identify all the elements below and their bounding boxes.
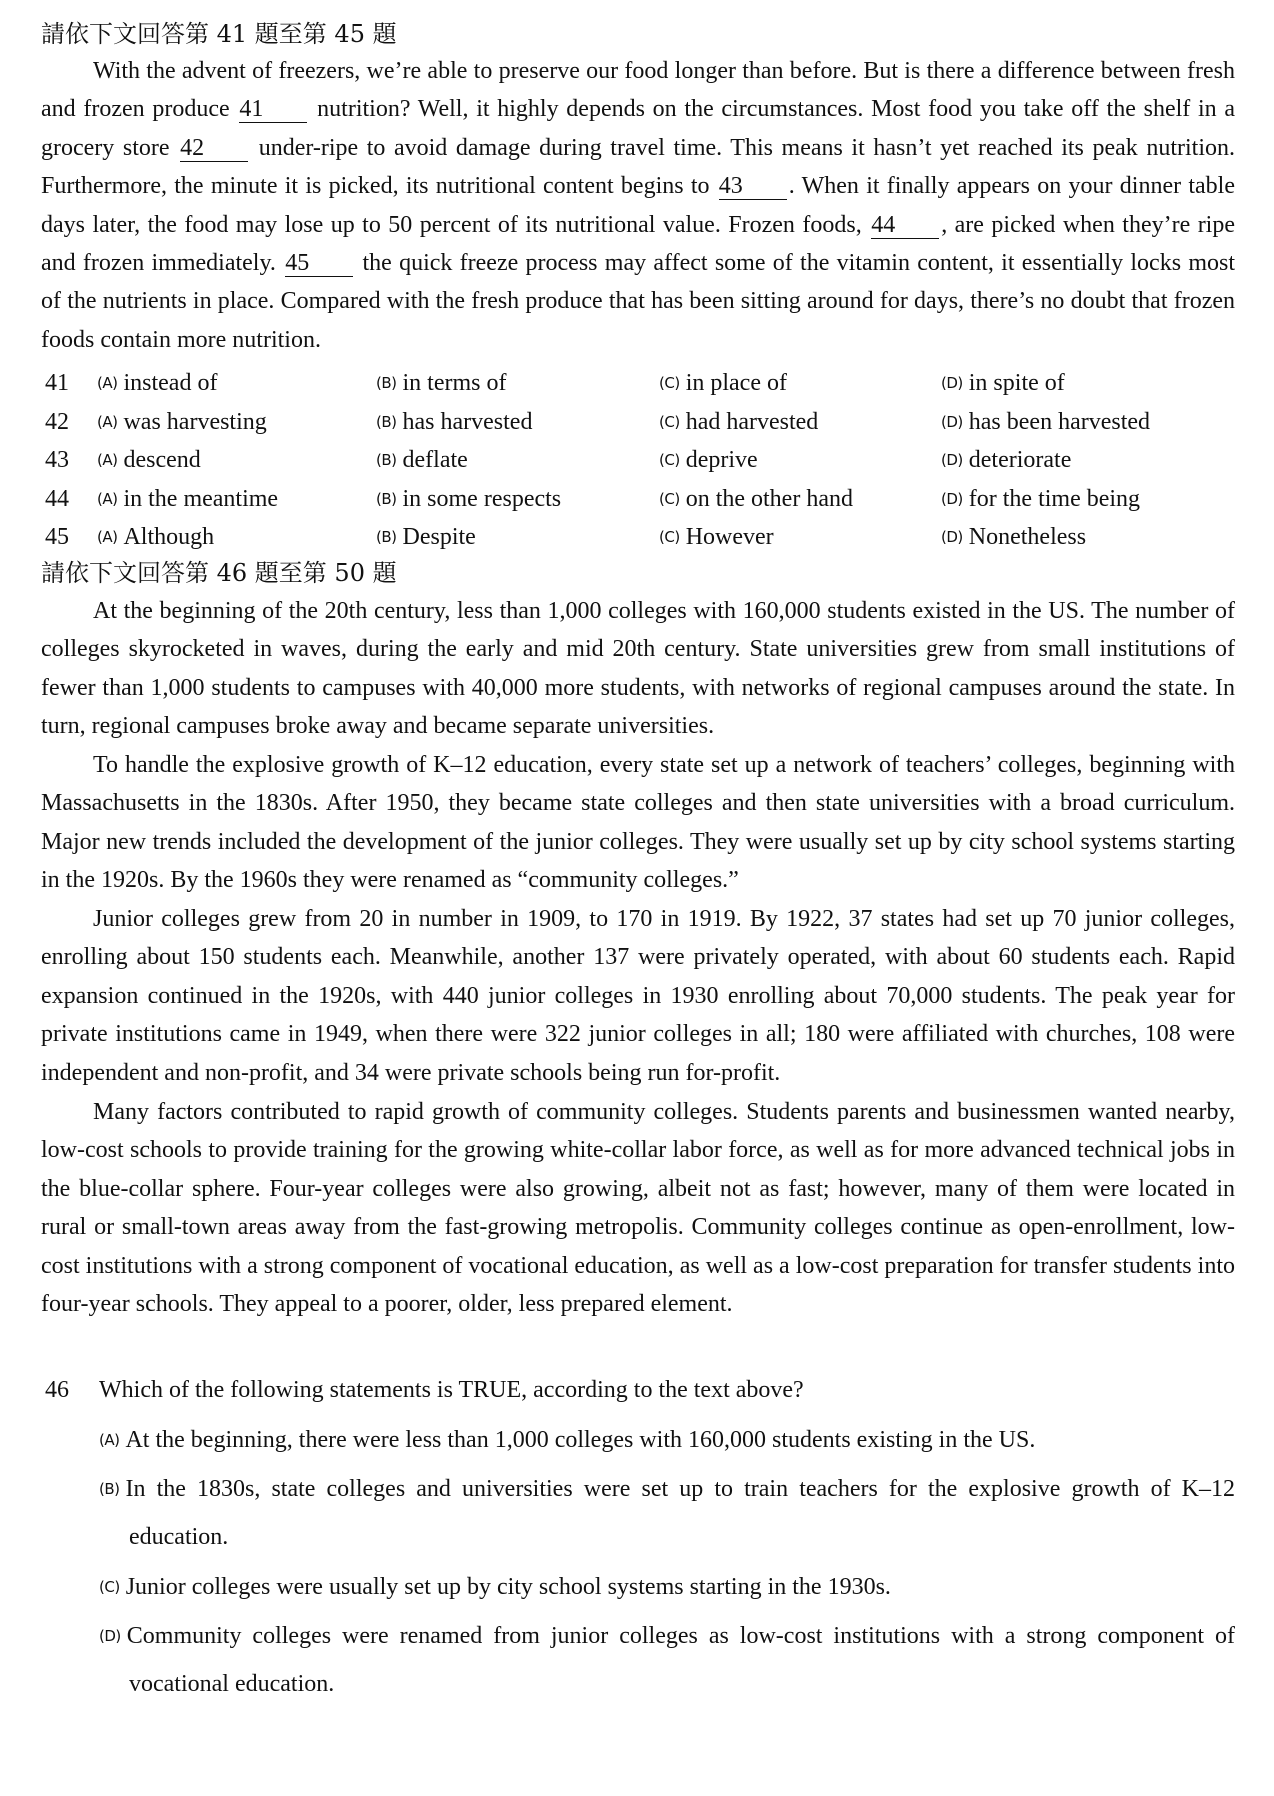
question-row-44 <box>41 480 1235 518</box>
option-a[interactable]: (A) instead of <box>97 370 218 396</box>
option-d[interactable]: (D) Nonetheless <box>941 524 1087 550</box>
blank-43: 43 <box>719 173 787 200</box>
question-46-option-d[interactable]: (D) Community colleges were renamed from junior colleges as low-cost institutions with a strong component of vocational education. <box>99 1623 1235 1697</box>
option-c[interactable]: (C) in place of <box>659 370 787 396</box>
question-row-42 <box>41 403 1235 441</box>
question-number: 46 <box>45 1377 69 1403</box>
reading-paragraph-3: Junior colleges grew from 20 in number in 1909, to 170 in 1919. By 1922, 37 states had set up 70 junior colleges, enrolling about 150 students each. Meanwhile, another 137 were privately operated, with about 60 students each. Rapid expansion continued in the 1920s, with 440 junior colleges in 1930 enrolling about 70,000 students. The peak year for private institutions came in 1949, when there were 322 junior colleges in all; 180 were affiliated with churches, 108 were independent and non-profit, and 34 were private schools being run for-profit. <box>41 906 1235 1086</box>
passage-text: the quick freeze process may affect some of the vitamin content, it essentially locks most of the nutrients in place. Compared with the fresh produce that has been sitting around for days, there’s no doubt that frozen foods contain more nutrition. <box>41 250 1235 353</box>
option-d[interactable]: (D) has been harvested <box>941 409 1151 435</box>
option-a[interactable]: (A) Although <box>97 524 215 550</box>
option-c[interactable]: (C) deprive <box>659 447 758 473</box>
option-b[interactable]: (B) in some respects <box>376 486 562 512</box>
question-row-43 <box>41 441 1235 479</box>
question-row-45 <box>41 518 1235 556</box>
blank-45: 45 <box>285 250 353 277</box>
question-number: 44 <box>45 486 69 512</box>
option-c[interactable]: (C) had harvested <box>659 409 819 435</box>
option-c[interactable]: (C) on the other hand <box>659 486 853 512</box>
section-header-41-45: 請依下文回答第 41 題至第 45 題 <box>41 20 397 48</box>
question-number: 45 <box>45 524 69 550</box>
question-46-option-a[interactable]: (A) At the beginning, there were less than 1,000 colleges with 160,000 students existing in the US. <box>99 1427 1036 1453</box>
option-b[interactable]: (B) has harvested <box>376 409 533 435</box>
blank-42: 42 <box>180 135 248 162</box>
option-b[interactable]: (B) in terms of <box>376 370 507 396</box>
passage-text: under-ripe to avoid damage during travel time. This means it hasn’t yet reached its peak nutrition. Furthermore, the minute it is picked, its nutritional content begins to <box>41 134 1236 200</box>
option-b[interactable]: (B) Despite <box>376 524 476 550</box>
cloze-passage <box>41 52 1235 359</box>
option-d[interactable]: (D) deteriorate <box>941 447 1072 473</box>
blank-41: 41 <box>239 96 307 123</box>
option-d[interactable]: (D) in spite of <box>941 370 1065 396</box>
question-number: 41 <box>45 370 69 396</box>
option-c[interactable]: (C) However <box>659 524 774 550</box>
passage-text: . When it finally appears on your dinner table days later, the food may lose up to 50 percent of its nutritional value. Frozen foods, <box>41 173 1235 238</box>
blank-44: 44 <box>871 212 939 239</box>
section-header-46-50: 請依下文回答第 46 題至第 50 題 <box>41 559 397 587</box>
question-number: 42 <box>45 409 69 435</box>
option-a[interactable]: (A) descend <box>97 447 201 473</box>
option-b[interactable]: (B) deflate <box>376 447 468 473</box>
question-stem: Which of the following statements is TRUE, according to the text above? <box>99 1377 804 1403</box>
option-a[interactable]: (A) was harvesting <box>97 409 267 435</box>
reading-paragraph-2: To handle the explosive growth of K–12 education, every state set up a network of teachers’ colleges, beginning with Massachusetts in the 1830s. After 1950, they became state colleges and then state universities with a broad curriculum. Major new trends included the development of the junior colleges. They were usually set up by city school systems starting in the 1920s. By the 1960s they were renamed as “community colleges.” <box>41 752 1235 894</box>
reading-paragraph-4: Many factors contributed to rapid growth of community colleges. Students parents and businessmen wanted nearby, low-cost schools to provide training for the growing white-collar labor force, as well as for more advanced technical jobs in the blue-collar sphere. Four-year colleges were also growing, albeit not as fast; however, many of them were located in rural or small-town areas away from the fast-growing metropolis. Community colleges continue as open-enrollment, low-cost institutions with a strong component of vocational education, as well as a low-cost preparation for transfer students into four-year schools. They appeal to a poorer, older, less prepared element. <box>41 1099 1235 1318</box>
passage-text: With the advent of freezers, we’re able to preserve our food longer than before. But is there a difference between fresh and frozen produce <box>41 58 1235 123</box>
question-row-41 <box>41 364 1235 402</box>
question-number: 43 <box>45 447 69 473</box>
question-46-option-b[interactable]: (B) In the 1830s, state colleges and universities were set up to train teachers for the explosive growth of K–12 education. <box>99 1476 1235 1550</box>
passage-text: , are picked when they’re ripe and frozen immediately. <box>41 211 1236 277</box>
option-a[interactable]: (A) in the meantime <box>97 486 279 512</box>
question-46-option-c[interactable]: (C) Junior colleges were usually set up by city school systems starting in the 1930s. <box>99 1574 891 1600</box>
reading-paragraph-1: At the beginning of the 20th century, less than 1,000 colleges with 160,000 students existed in the US. The number of colleges skyrocketed in waves, during the early and mid 20th century. State universities grew from small institutions of fewer than 1,000 students to campuses with 40,000 more students, with networks of regional campuses around the state. In turn, regional campuses broke away and became separate universities. <box>41 598 1235 740</box>
passage-text: nutrition? Well, it highly depends on the circumstances. Most food you take off the shelf in a grocery store <box>41 96 1236 161</box>
option-d[interactable]: (D) for the time being <box>941 486 1141 512</box>
